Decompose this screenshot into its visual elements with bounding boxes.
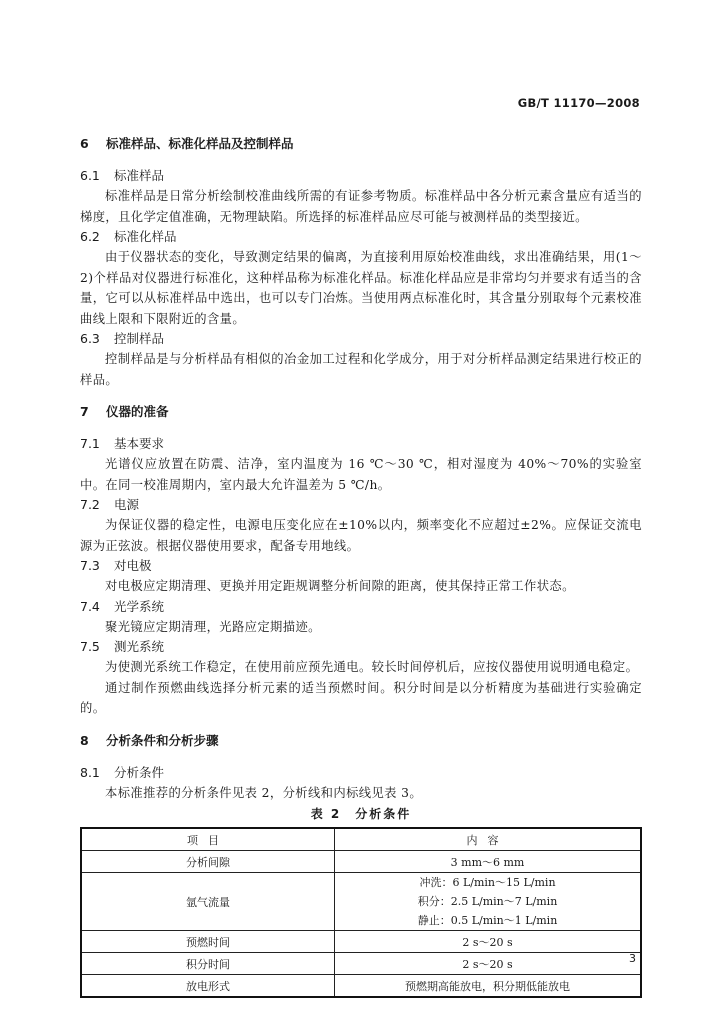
table-cell-item: 积分时间 [81,953,335,975]
section-title: 分析条件和分析步骤 [106,732,219,748]
table-cell-item: 氩气流量 [81,873,335,931]
table-cell-content: 3 mm～6 mm [335,851,642,873]
section-8-1-text: 本标准推荐的分析条件见表 2，分析线和内标线见表 3。 [105,785,423,800]
table-cell-item: 预燃时间 [81,931,335,953]
section-7-3-heading [80,556,642,576]
subsection-number: 6.2 [80,229,100,244]
section-7-3-text: 对电极应定期清理、更换并用定距规调整分析间隙的距离，使其保持正常工作状态。 [105,579,575,593]
subsection-number: 6.1 [80,168,100,183]
table-row [81,975,641,998]
section-7-2-text: 为保证仪器的稳定性，电源电压变化应在±10%以内，频率变化不应超过±2%。应保证交流电源为正弦波。根据仪器使用要求，配备专用地线。 [80,518,642,553]
section-8-heading [80,731,642,751]
section-number: 6 [80,136,89,151]
section-title: 仪器的准备 [106,404,169,419]
subsection-title: 对电极 [114,558,152,573]
table-row [81,851,641,873]
section-7-1-text: 光谱仪应放置在防震、洁净，室内温度为 16 ℃～30 ℃，相对湿度为 40%～70%的实验室中。在同一校准周期内，室内最大允许温差为 5 ℃/h。 [80,457,642,492]
table-header-row [81,828,641,851]
subsection-number: 7.4 [80,598,100,614]
table-row [81,931,641,953]
document-body [80,134,642,998]
subsection-title: 电源 [114,497,140,512]
subsection-number: 7.1 [80,436,100,451]
section-7-5-heading [80,637,642,657]
table-cell-content: 2 s～20 s [335,953,642,975]
table-header-item: 项目 [81,828,335,851]
section-6-2-text: 由于仪器状态的变化，导致测定结果的偏离，为直接利用原始校准曲线，求出准确结果，用(1～2)个样品对仪器进行标准化，这种样品称为标准化样品。标准化样品应是非常均匀并要求有适当的含量，它可以从标准样品中选出，也可以专门冶炼。当使用两点标准化时，其含量分别取每个元素校准曲线上限和下限附近的含量。 [80,250,642,326]
section-title: 标准样品、标准化样品及控制样品 [106,136,294,151]
subsection-number: 7.2 [80,497,100,512]
table-cell-item: 分析间隙 [81,851,335,873]
subsection-title: 测光系统 [114,639,165,654]
section-7-4-text: 聚光镜应定期清理，光路应定期描迹。 [105,619,321,634]
subsection-number: 6.3 [80,331,100,346]
section-number: 7 [80,404,89,419]
flow-rate-flush: 冲洗：6 L/min～15 L/min [419,876,556,889]
section-7-1-heading [80,434,642,454]
table-cell-item: 放电形式 [81,975,335,998]
section-7-5-text-1: 为使测光系统工作稳定，在使用前应预先通电。较长时间停机后，应按仪器使用说明通电稳定。 [105,660,639,674]
table-row [81,953,641,975]
page-number: 3 [629,952,636,965]
section-6-2-heading [80,227,642,247]
section-6-3-heading [80,329,642,349]
section-6-1-heading [80,166,642,186]
table-cell-content: 2 s～20 s [335,931,642,953]
subsection-title: 基本要求 [114,436,165,451]
subsection-number: 8.1 [80,764,100,780]
table-cell-content [335,873,642,931]
subsection-number: 7.3 [80,558,100,573]
table-cell-content: 预燃期高能放电，积分期低能放电 [335,975,642,998]
subsection-title: 分析条件 [114,764,165,780]
subsection-title: 控制样品 [114,331,165,346]
section-7-4-heading [80,597,642,617]
subsection-title: 光学系统 [114,598,165,614]
section-6-heading [80,134,642,154]
section-6-1-text: 标准样品是日常分析绘制校准曲线所需的有证参考物质。标准样品中各分析元素含量应有适当的梯度，且化学定值准确，无物理缺陷。所选择的标准样品应尽可能与被测样品的类型接近。 [80,189,642,224]
standard-code: GB/T 11170—2008 [517,96,640,110]
section-6-3-text: 控制样品是与分析样品有相似的冶金加工过程和化学成分，用于对分析样品测定结果进行校正的样品。 [80,352,642,387]
table-header-content: 内容 [335,828,642,851]
flow-rate-idle: 静止：0.5 L/min～1 L/min [417,914,558,927]
table-row [81,873,641,931]
table-2-caption: 表 2 分析条件 [310,807,412,821]
section-8-1-heading [80,763,642,783]
section-number: 8 [80,732,89,748]
subsection-title: 标准样品 [114,168,165,183]
section-7-5-text-2: 通过制作预燃曲线选择分析元素的适当预燃时间。积分时间是以分析精度为基础进行实验确定的。 [80,680,642,715]
analysis-conditions-table [80,827,642,998]
subsection-title: 标准化样品 [114,229,177,244]
section-7-heading [80,402,642,422]
subsection-number: 7.5 [80,639,100,654]
section-7-2-heading [80,495,642,515]
flow-rate-integration: 积分：2.5 L/min～7 L/min [417,895,558,908]
